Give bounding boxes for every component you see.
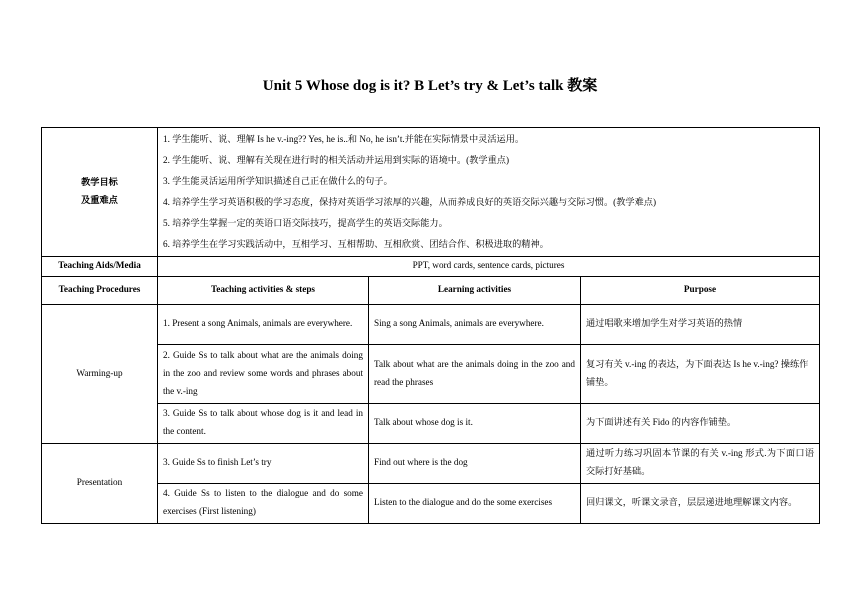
objective-item: 2. 学生能听、说、理解有关现在进行时的相关活动并运用到实际的语境中。(教学重点) [163,154,510,165]
lesson-plan-table [41,127,820,524]
table-row [42,443,820,483]
aids-value: PPT, word cards, sentence cards, pictures [158,256,820,276]
document-title: Unit 5 Whose dog is it? B Let’s try & Let’s talk 教案 [262,78,598,94]
learning-cell: Find out where is the dog [369,443,581,483]
objectives-label-line2: 及重难点 [81,194,118,205]
table-row [42,403,820,443]
objectives-label-line1: 教学目标 [81,176,118,187]
objective-item: 6. 培养学生在学习实践活动中，互相学习、互相帮助、互相欣赏、团结合作、积极进取的精神。 [163,238,549,249]
header-purpose: Purpose [581,276,820,304]
purpose-cell: 通过唱歌来增加学生对学习英语的热情 [581,304,820,344]
header-row [42,276,820,304]
activity-cell: 1. Present a song Animals, animals are everywhere. [158,304,369,344]
table-row [42,344,820,403]
learning-cell: Talk about what are the animals doing in the zoo and read the phrases [369,344,581,403]
learning-cell: Talk about whose dog is it. [369,403,581,443]
table-row [42,304,820,344]
objective-item: 5. 培养学生掌握一定的英语口语交际技巧，提高学生的英语交际能力。 [163,217,448,228]
table-row [42,483,820,523]
objective-item: 3. 学生能灵活运用所学知识描述自己正在做什么的句子。 [163,175,393,186]
purpose-cell: 复习有关 v.-ing 的表达，为下面表达 Is he v.-ing? 操练作铺垫。 [581,344,820,403]
activity-cell: 3. Guide Ss to talk about whose dog is it and lead in the content. [158,403,369,443]
header-activities: Teaching activities & steps [158,276,369,304]
stage-presentation: Presentation [42,443,158,523]
purpose-cell: 通过听力练习巩固本节课的有关 v.-ing 形式.为下面口语交际打好基础。 [581,443,820,483]
activity-cell: 3. Guide Ss to finish Let’s try [158,443,369,483]
objectives-row [42,128,820,257]
aids-label: Teaching Aids/Media [42,256,158,276]
activity-cell: 2. Guide Ss to talk about what are the animals doing in the zoo and review some words and phrases about the v.-ing [158,344,369,403]
aids-row [42,256,820,276]
learning-cell: Listen to the dialogue and do the some exercises [369,483,581,523]
objectives-list-cell [158,128,820,257]
header-learning: Learning activities [369,276,581,304]
stage-warming-up: Warming-up [42,304,158,443]
objective-item: 1. 学生能听、说、理解 Is he v.-ing?? Yes, he is..和 No, he isn’t.并能在实际情景中灵活运用。 [163,134,525,144]
purpose-cell: 回归课文，听课文录音，层层递进地理解课文内容。 [581,483,820,523]
learning-cell: Sing a song Animals, animals are everywhere. [369,304,581,344]
objective-item: 4. 培养学生学习英语积极的学习态度，保持对英语学习浓厚的兴趣，从而养成良好的英语交际兴趣与交际习惯。(教学难点) [163,196,657,207]
activity-cell: 4. Guide Ss to listen to the dialogue and do some exercises (First listening) [158,483,369,523]
purpose-cell: 为下面讲述有关 Fido 的内容作铺垫。 [581,403,820,443]
header-procedures: Teaching Procedures [42,276,158,304]
objectives-label-cell [42,128,158,257]
